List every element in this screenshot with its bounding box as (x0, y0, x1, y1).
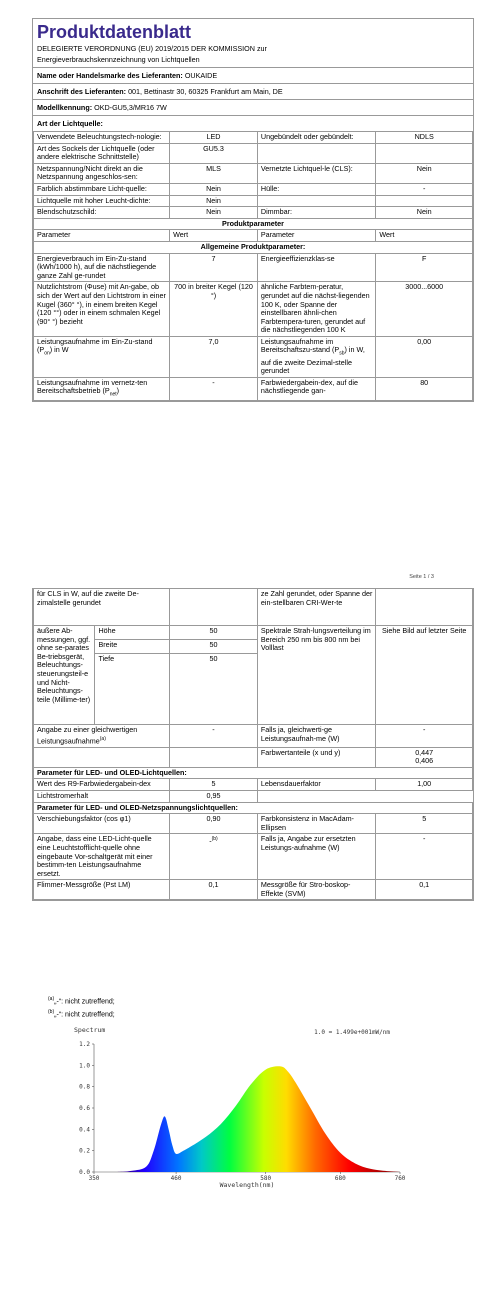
spectrum-area (116, 1066, 400, 1172)
table-cell: Energieverbrauch im Ein-Zu-stand (kWh/1000 h), auf die nächstliegende ganze Zahl ge-rundet (34, 253, 170, 282)
table-row (34, 143, 473, 163)
footnotes (48, 994, 115, 1021)
supplier-name-label: Name oder Handelsmarke des Lieferanten: (37, 71, 183, 80)
footnote-marker: (a) (48, 996, 55, 1002)
dimension-depth-label: Tiefe (95, 654, 170, 725)
supplier-name-value: OUKAIDE (184, 71, 218, 80)
cell-subscript: on (44, 350, 50, 357)
table-cell: 0,1 (170, 880, 258, 900)
table-cell: 5 (376, 814, 473, 834)
supplier-address-label: Anschrift des Lieferanten: (37, 87, 127, 96)
table-row (34, 195, 473, 207)
table-cell: GU5.3 (170, 143, 258, 163)
table-cell: 7,0 (170, 336, 258, 377)
footnote-b (48, 1007, 115, 1020)
table-cell: 1,00 (376, 779, 473, 791)
table-cell: Blendschutzschild: (34, 207, 170, 219)
dimension-width-label: Breite (95, 640, 170, 654)
mains-led-parameters-heading: Parameter für LED- und OLED-Netzspannungslichtquellen: (34, 802, 473, 814)
table-cell: Verwendete Beleuchtungstech-nologie: (34, 132, 170, 144)
page-title: Produktdatenblatt (37, 22, 192, 42)
table-row (34, 336, 473, 377)
table-header-row (34, 230, 473, 242)
table-row (34, 282, 473, 337)
footnote-marker: (b) (211, 836, 218, 843)
table-cell: 5 (170, 779, 258, 791)
table-cell: Lichtquelle mit hoher Leucht-dichte: (34, 195, 170, 207)
table-cell (34, 747, 170, 767)
dimension-height-value: 50 (170, 626, 258, 640)
table-cell: Netzspannung/Nicht direkt an die Netzspannung angeschlos-sen: (34, 163, 170, 183)
table-cell (376, 747, 473, 767)
table-cell: Farbwertanteile (x und y) (257, 747, 376, 767)
table-cell: 7 (170, 253, 258, 282)
table-cell (170, 834, 258, 880)
x-tick-label: 580 (260, 1175, 272, 1182)
table-row (34, 626, 473, 640)
x-tick-label: 350 (88, 1175, 100, 1182)
table-cell: ähnliche Farbtem-peratur, gerundet auf die nächst-liegenden 100 K, oder Spanne der einstellbaren ähnli-chen Farbtempera-turen, gerundet auf die nächstliegenden 100 K (257, 282, 376, 337)
footnote-marker: (b) (48, 1009, 55, 1016)
table-cell: MLS (170, 163, 258, 183)
dimensions-label: äußere Ab-messungen, ggf. ohne se-parates Be-triebsgerät, Beleuchtungs-steuerungsteil-e und Nicht-Beleuchtungs-teile (Millime-ter) (34, 626, 95, 725)
cell-text: ) in W, auf die zweite Dezimal-stelle gerundet (260, 345, 365, 376)
table-cell: 0,00 (376, 336, 473, 377)
cell-text: Leistungsaufnahme im Ein-Zu-stand (P (37, 336, 153, 355)
table-row (34, 377, 473, 401)
table-cell: LED (170, 132, 258, 144)
x-tick-label: 460 (170, 1175, 182, 1182)
page-2 (0, 582, 500, 1300)
table-cell: Lichtstromerhalt (34, 790, 170, 802)
table-cell: Verschiebungsfaktor (cos φ1) (34, 814, 170, 834)
footnote-text: „-“: nicht zutreffend; (54, 998, 115, 1006)
table-cell: Hülle: (257, 183, 376, 195)
regulation-line-2: Energieverbrauchskennzeichnung von Lichtquellen (37, 55, 200, 64)
supplier-address-row (33, 83, 473, 99)
table-cell: Dimmbar: (257, 207, 376, 219)
y-tick-label: 0.2 (79, 1147, 90, 1155)
cell-text: Leistungsaufnahme im vernetz-ten Bereitschaftsbetrieb (P (37, 377, 148, 396)
footnote-text: „-“: nicht zutreffend; (54, 1011, 115, 1019)
y-tick-label: 0.8 (79, 1083, 90, 1091)
table-cell: Farblich abstimmbare Licht-quelle: (34, 183, 170, 195)
table-row (34, 183, 473, 195)
parameters-continued (32, 588, 474, 901)
x-tick-label: 760 (394, 1175, 406, 1182)
cell-subscript: sb (339, 350, 345, 357)
parameters-table-continued (33, 588, 473, 900)
table-cell: - (170, 725, 258, 748)
product-sheet-header (32, 18, 474, 402)
table-cell: Falls ja, Angabe zur ersetzten Leistungs-aufnahme (W) (257, 834, 376, 880)
spectrum-chart-svg (58, 1022, 414, 1192)
spectral-distribution-label: Spektrale Strah-lungsverteilung im Bereich 250 nm bis 800 nm bei Volllast (257, 626, 376, 725)
table-row (34, 779, 473, 791)
table-row (34, 834, 473, 880)
dimension-depth-value: 50 (170, 654, 258, 725)
y-axis-title: Spectrum (74, 1026, 106, 1034)
table-cell (376, 143, 473, 163)
table-cell: Angabe, dass eine LED-Licht-quelle eine Leuchtstofflicht-quelle ohne eingebaute Vor-schaltgerät mit einer bestimm-ten Leistungsaufnahme ersetzt. (34, 834, 170, 880)
product-parameters-heading: Produktparameter (34, 218, 473, 230)
table-cell: Falls ja, gleichwerti-ge Leistungsaufnah-me (W) (257, 725, 376, 748)
table-cell: Energieeffizienzklas-se (257, 253, 376, 282)
table-cell: Nutzlichtstrom (Φuse) mit An-gabe, ob sich der Wert auf den Lichtstrom in einer Kugel (360° °), in einem breiten Kegel (120 °°) oder in einem schmalen Kegel (90° °) bezieht (34, 282, 170, 337)
table-cell: Messgröße für Stro-boskop-Effekte (SVM) (257, 880, 376, 900)
table-cell: 80 (376, 377, 473, 401)
regulation-line-1: DELEGIERTE VERORDNUNG (EU) 2019/2015 DER KOMMISSION zur (37, 44, 267, 53)
y-tick-label: 1.2 (79, 1041, 90, 1048)
dimension-width-value: 50 (170, 640, 258, 654)
column-header: Parameter (34, 230, 170, 242)
general-parameters-heading: Allgemeine Produktparameter: (34, 241, 473, 253)
table-cell (257, 336, 376, 377)
table-row (34, 163, 473, 183)
y-tick-label: 0.4 (79, 1126, 90, 1134)
table-cell (34, 336, 170, 377)
table-row (34, 589, 473, 626)
table-cell: 3000...6000 (376, 282, 473, 337)
page-number: Seite 1 / 3 (409, 574, 434, 580)
legend-text: 1.0 = 1.499e+001mW/nm (314, 1029, 390, 1036)
table-cell: 0,1 (376, 880, 473, 900)
table-cell: - (376, 834, 473, 880)
table-row (34, 241, 473, 253)
y-tick-label: 0.0 (79, 1169, 90, 1176)
table-cell: Nein (376, 207, 473, 219)
table-cell: Wert des R9-Farbwiedergabein-dex (34, 779, 170, 791)
table-row (34, 747, 473, 767)
table-cell: 700 in breiter Kegel (120 °) (170, 282, 258, 337)
cell-text: ) (116, 386, 120, 396)
table-cell: 0,95 (170, 790, 258, 802)
spectrum-chart (58, 1022, 414, 1192)
column-header: Parameter (257, 230, 376, 242)
table-cell: Nein (376, 163, 473, 183)
table-cell (376, 589, 473, 626)
table-cell: für CLS in W, auf die zweite De-zimalstelle gerundet (34, 589, 170, 626)
cell-subscript: net (109, 391, 117, 398)
table-cell (257, 195, 376, 207)
chromaticity-x: 0,447 (415, 747, 434, 757)
light-source-type-heading: Art der Lichtquelle: (33, 115, 473, 131)
chromaticity-y: 0,406 (415, 756, 434, 766)
table-cell: NDLS (376, 132, 473, 144)
table-cell: Nein (170, 207, 258, 219)
x-tick-label: 680 (334, 1175, 346, 1182)
table-cell: Ungebündelt oder gebündelt: (257, 132, 376, 144)
dimension-height-label: Höhe (95, 626, 170, 640)
table-cell: Nein (170, 195, 258, 207)
page-1 (0, 0, 500, 582)
table-row (34, 207, 473, 219)
x-axis-title: Wavelength(nm) (219, 1181, 275, 1189)
table-cell: F (376, 253, 473, 282)
table-cell: Farbwiedergabein-dex, auf die nächstliegende gan- (257, 377, 376, 401)
table-cell: - (170, 377, 258, 401)
table-cell: Art des Sockels der Lichtquelle (oder andere elektrische Schnittstelle) (34, 143, 170, 163)
table-row (34, 132, 473, 144)
column-header: Wert (170, 230, 258, 242)
cell-text: Leistungsaufnahme im Bereitschaftszu-stand (P (260, 336, 340, 355)
cell-text: - (209, 836, 212, 846)
cell-text: ) in W (49, 345, 69, 355)
model-label: Modellkennung: (37, 103, 93, 112)
table-cell: ze Zahl gerundet, oder Spanne der ein-stellbaren CRI-Wer-te (257, 589, 376, 626)
table-cell (257, 790, 472, 802)
column-header: Wert (376, 230, 473, 242)
footnote-a (48, 994, 115, 1007)
table-row (34, 218, 473, 230)
table-cell: Farbkonsistenz in MacAdam-Ellipsen (257, 814, 376, 834)
table-cell: 0,90 (170, 814, 258, 834)
table-cell (376, 195, 473, 207)
table-cell (34, 725, 170, 748)
table-row (34, 253, 473, 282)
footnote-marker: (a) (99, 735, 106, 742)
table-cell: Nein (170, 183, 258, 195)
table-cell: Vernetzte Lichtquel-le (CLS): (257, 163, 376, 183)
table-cell (257, 143, 376, 163)
spectral-distribution-value: Siehe Bild auf letzter Seite (376, 626, 473, 725)
table-cell: Flimmer-Messgröße (Pst LM) (34, 880, 170, 900)
table-row (34, 814, 473, 834)
table-row (34, 790, 473, 802)
light-source-type-table (33, 131, 473, 401)
table-cell: - (376, 183, 473, 195)
y-tick-label: 0.6 (79, 1105, 90, 1112)
table-row (34, 880, 473, 900)
model-value: OKD-GU5,3/MR16 7W (94, 103, 167, 112)
table-cell (170, 747, 258, 767)
table-cell (34, 377, 170, 401)
supplier-address-value: 001, Bettinastr 30, 60325 Frankfurt am Main, DE (128, 87, 283, 96)
table-cell (170, 589, 258, 626)
y-tick-label: 1.0 (79, 1062, 90, 1070)
table-row (34, 725, 473, 748)
table-cell: Lebensdauerfaktor (257, 779, 376, 791)
led-parameters-heading: Parameter für LED- und OLED-Lichtquellen: (34, 767, 473, 779)
table-cell: - (376, 725, 473, 748)
model-row (33, 99, 473, 115)
table-row (34, 802, 473, 814)
table-row (34, 767, 473, 779)
cell-text: Angabe zu einer gleichwertigen Leistungsaufnahme (37, 725, 138, 745)
supplier-name-row (33, 67, 473, 83)
